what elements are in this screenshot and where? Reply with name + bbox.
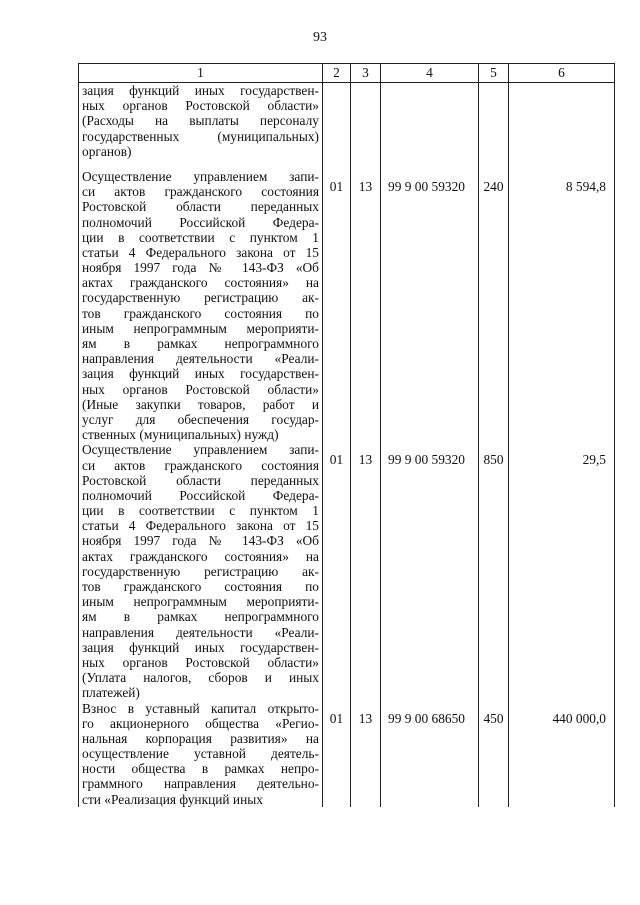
table-body (79, 83, 615, 807)
description-line: услуг для обеспечения государ- (82, 411, 319, 427)
target-article-code: 99 9 00 68650 (381, 701, 479, 807)
description-line: си актов гражданского состояния (82, 184, 319, 200)
section-code: 01 (323, 442, 351, 700)
column-header-5: 5 (479, 64, 509, 83)
description-line: ции в соответствии с пунктом 1 (82, 229, 319, 245)
table-row (79, 701, 615, 807)
description-line: ственных (муниципальных) нужд) (82, 427, 279, 443)
description-line: осуществление уставной деятель- (82, 746, 319, 762)
description-line: актах гражданского состояния» на (82, 548, 319, 564)
description-line: государственную регистрацию ак- (82, 290, 319, 306)
row-description (79, 442, 323, 700)
description-line: (Расходы на выплаты персоналу (82, 113, 319, 129)
amount: 29,5 (509, 442, 615, 700)
description-line: Ростовской области переданных (82, 472, 319, 488)
column-header-3: 3 (351, 64, 381, 83)
row-description (79, 701, 323, 807)
target-article-code: 99 9 00 59320 (381, 442, 479, 700)
description-line: полномочий Российской Федера- (82, 487, 319, 503)
description-line: ноября 1997 года № 143-ФЗ «Об (82, 260, 319, 276)
table-row (79, 83, 615, 169)
description-line: направления деятельности «Реали- (82, 351, 319, 367)
description-line: ных органов Ростовской области» (82, 654, 319, 670)
description-line: государственных (муниципальных) (82, 128, 319, 144)
subsection-code: 13 (351, 442, 381, 700)
amount: 440 000,0 (509, 701, 615, 807)
row-description (79, 169, 323, 442)
description-line: государственную регистрацию ак- (82, 563, 319, 579)
description-line: ям в рамках непрограммного (82, 609, 319, 625)
description-line: направления деятельности «Реали- (82, 624, 319, 640)
description-line: го акционерного общества «Регио- (82, 715, 319, 731)
section-code: 01 (323, 701, 351, 807)
subsection-code: 13 (351, 169, 381, 442)
description-line: ции в соответствии с пунктом 1 (82, 503, 319, 519)
expense-type-code: 850 (479, 442, 509, 700)
subsection-code (351, 83, 381, 169)
amount (509, 83, 615, 169)
budget-table (78, 63, 615, 807)
description-line: (Уплата налогов, сборов и иных (82, 670, 319, 686)
subsection-code: 13 (351, 701, 381, 807)
column-header-4: 4 (381, 64, 479, 83)
description-line: граммного направления деятельно- (82, 776, 319, 792)
description-line: ных органов Ростовской области» (82, 98, 319, 114)
table-header-row (79, 64, 615, 83)
column-header-1: 1 (79, 64, 323, 83)
description-line: полномочий Российской Федера- (82, 214, 319, 230)
description-line: ности общества в рамках непро- (82, 761, 319, 777)
description-line: ноября 1997 года № 143-ФЗ «Об (82, 533, 319, 549)
section-code: 01 (323, 169, 351, 442)
table-row (79, 442, 615, 700)
page-number: 93 (313, 30, 327, 45)
description-line: Осуществление управлением запи- (82, 168, 319, 184)
column-header-2: 2 (323, 64, 351, 83)
expense-type-code: 450 (479, 701, 509, 807)
amount: 8 594,8 (509, 169, 615, 442)
description-line: Ростовской области переданных (82, 199, 319, 215)
target-article-code: 99 9 00 59320 (381, 169, 479, 442)
description-line: органов) (82, 143, 132, 159)
section-code (323, 83, 351, 169)
description-line: иным непрограммным мероприяти- (82, 594, 319, 610)
description-line: ям в рамках непрограммного (82, 336, 319, 351)
description-line: статьи 4 Федерального закона от 15 (82, 518, 319, 534)
description-line: Взнос в уставный капитал открыто- (82, 700, 319, 716)
target-article-code (381, 83, 479, 169)
description-line: си актов гражданского состояния (82, 457, 319, 473)
description-line: актах гражданского состояния» на (82, 275, 319, 291)
description-line: (Иные закупки товаров, работ и (82, 396, 319, 412)
description-line: иным непрограммным мероприяти- (82, 320, 319, 336)
description-line: Осуществление управлением запи- (82, 442, 319, 458)
table-row (79, 169, 615, 442)
description-line: нальная корпорация развития» на (82, 730, 319, 746)
row-description (79, 83, 323, 169)
description-line: платежей) (82, 685, 140, 701)
description-line: тов гражданского состояния по (82, 305, 319, 321)
description-line: сти «Реализация функций иных (82, 791, 263, 807)
description-line: зация функций иных государствен- (82, 366, 319, 382)
description-line: зация функций иных государствен- (82, 83, 319, 98)
description-line: тов гражданского состояния по (82, 579, 319, 594)
expense-type-code: 240 (479, 169, 509, 442)
description-line: ных органов Ростовской области» (82, 381, 319, 397)
description-line: зация функций иных государствен- (82, 639, 319, 655)
expense-type-code (479, 83, 509, 169)
description-line: статьи 4 Федерального закона от 15 (82, 244, 319, 260)
column-header-6: 6 (509, 64, 615, 83)
